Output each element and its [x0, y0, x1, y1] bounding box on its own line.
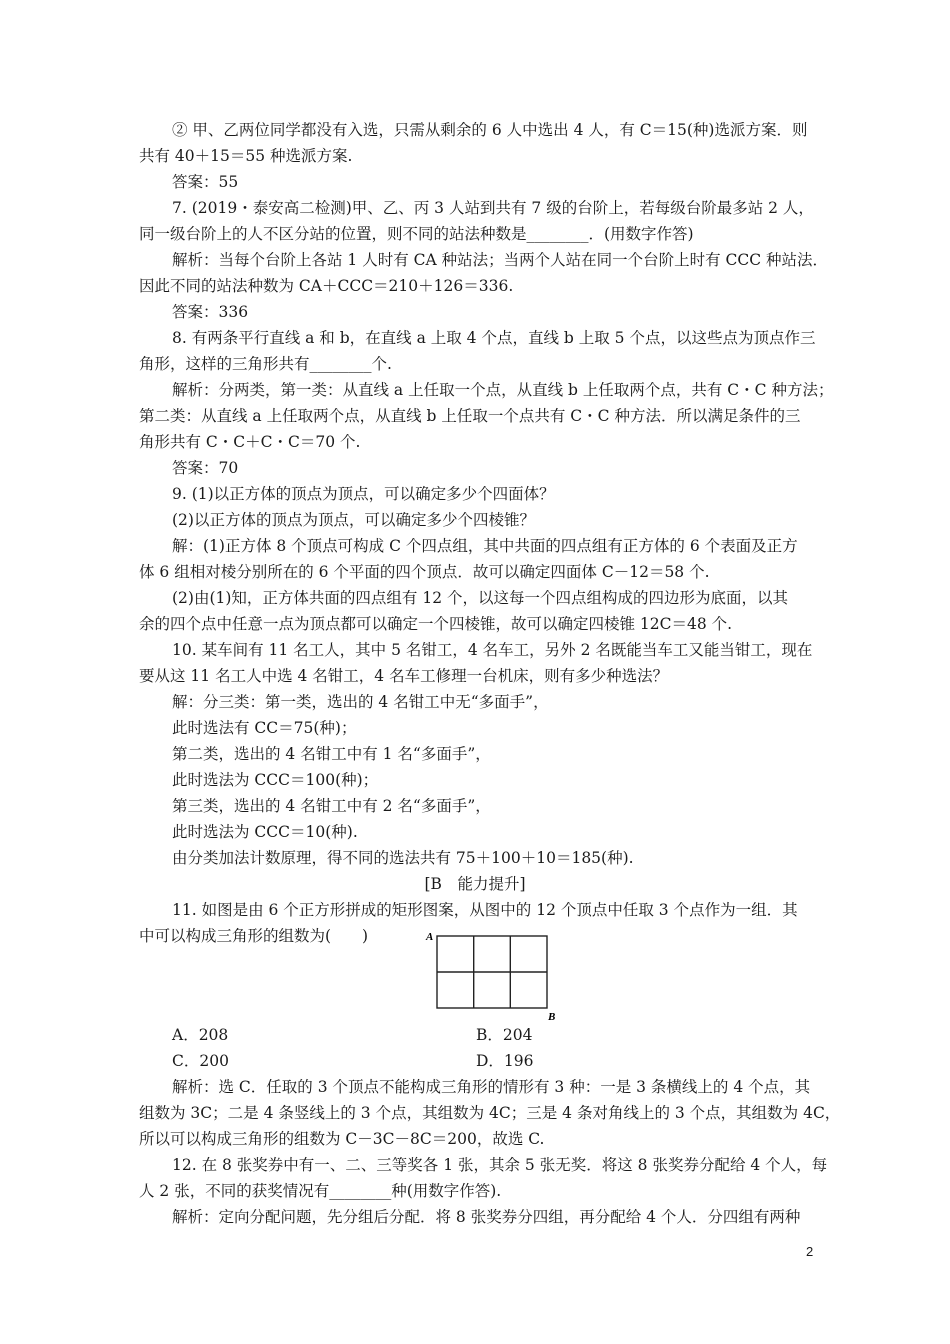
text-line: 组数为 3C；二是 4 条竖线上的 3 个点，其组数为 4C；三是 4 条对角线上的 3 个点，其组数为 4C， [139, 1104, 841, 1122]
text-line: 体 6 组相对棱分别所在的 6 个平面的四个顶点．故可以确定四面体 C－12＝58 个. [139, 563, 710, 581]
option-d: D．196 [476, 1052, 534, 1070]
figure-label-a: A [426, 931, 434, 943]
solution-line: 解析：选 C．任取的 3 个顶点不能构成三角形的情形有 3 种：一是 3 条横线上的 4 个点，其 [172, 1078, 811, 1096]
text-line: 要从这 11 名工人中选 4 名钳工，4 名车工修理一台机床，则有多少种选法？ [139, 667, 669, 685]
answer-line: 答案：55 [172, 173, 239, 191]
text-line: 第二类，选出的 4 名钳工中有 1 名“多面手”， [172, 745, 491, 763]
text-line: 中可以构成三角形的组数为( ) [139, 927, 369, 945]
text-line: 同一级台阶上的人不区分站的位置，则不同的站法种数是________．(用数字作答) [139, 225, 694, 243]
text-line: 角形，这样的三角形共有________个. [139, 355, 392, 373]
rectangle-grid-figure [424, 928, 564, 1020]
text-line: 人 2 张，不同的获奖情况有________种(用数字作答). [139, 1182, 502, 1200]
solution-line: 解析：分两类，第一类：从直线 a 上任取一个点，从直线 b 上任取两个点，共有 C・C 种方法； [172, 381, 834, 399]
answer-line: 答案：70 [172, 459, 239, 477]
text-line: 角形共有 C・C＋C・C＝70 个. [139, 433, 361, 451]
question-11: 11. 如图是由 6 个正方形拼成的矩形图案，从图中的 12 个顶点中任取 3 个点作为一组．其 [172, 901, 798, 919]
question-7: 7. (2019・泰安高二检测)甲、乙、丙 3 人站到共有 7 级的台阶上，若每级台阶最多站 2 人， [172, 199, 814, 217]
section-heading: [B 能力提升] [424, 875, 526, 893]
text-line: (2)由(1)知，正方体共面的四点组有 12 个，以这每一个四点组构成的四边形为底面，以其 [172, 589, 788, 607]
question-8: 8. 有两条平行直线 a 和 b，在直线 a 上取 4 个点，直线 b 上取 5 个点，以这些点为顶点作三 [172, 329, 816, 347]
text-line: 此时选法为 CCC＝100(种)； [172, 771, 379, 789]
answer-line: 答案：336 [172, 303, 249, 321]
page-number: 2 [806, 1244, 814, 1259]
question-10: 10. 某车间有 11 名工人，其中 5 名钳工，4 名车工，另外 2 名既能当车工又能当钳工，现在 [172, 641, 813, 659]
option-c: C．200 [172, 1052, 229, 1070]
solution-line: 解析：当每个台阶上各站 1 人时有 CA 种站法；当两个人站在同一个台阶上时有 CCC 种站法． [172, 251, 829, 269]
text-line: 此时选法为 CCC＝10(种). [172, 823, 358, 841]
text-line: 此时选法有 CC＝75(种)； [172, 719, 357, 737]
solution-line: 解：分三类：第一类，选出的 4 名钳工中无“多面手”， [172, 693, 549, 711]
option-b: B．204 [476, 1026, 533, 1044]
solution-line: 解：(1)正方体 8 个顶点可构成 C 个四点组，其中共面的四点组有正方体的 6 个表面及正方 [172, 537, 798, 555]
solution-line: 解析：定向分配问题，先分组后分配．将 8 张奖券分四组，再分配给 4 个人．分四组有两种 [172, 1208, 801, 1226]
text-line: 因此不同的站法种数为 CA＋CCC＝210＋126＝336. [139, 277, 514, 295]
text-line: 所以可以构成三角形的组数为 C－3C－8C＝200，故选 C. [139, 1130, 545, 1148]
text-line: ② 甲、乙两位同学都没有入选，只需从剩余的 6 人中选出 4 人，有 C＝15(种)选派方案．则 [172, 121, 808, 139]
figure-label-b: B [548, 1011, 556, 1020]
question-9-2: (2)以正方体的顶点为顶点，可以确定多少个四棱锥？ [172, 511, 535, 529]
question-12: 12. 在 8 张奖券中有一、二、三等奖各 1 张，其余 5 张无奖．将这 8 张奖券分配给 4 个人，每 [172, 1156, 828, 1174]
text-line: 由分类加法计数原理，得不同的选法共有 75＋100＋10＝185(种). [172, 849, 634, 867]
text-line: 共有 40＋15＝55 种选派方案. [139, 147, 353, 165]
text-line: 第三类，选出的 4 名钳工中有 2 名“多面手”， [172, 797, 491, 815]
option-a: A．208 [172, 1026, 229, 1044]
text-line: 余的四个点中任意一点为顶点都可以确定一个四棱锥，故可以确定四棱锥 12C＝48 个. [139, 615, 733, 633]
text-line: 第二类：从直线 a 上任取两个点，从直线 b 上任取一个点共有 C・C 种方法．所以满足条件的三 [139, 407, 801, 425]
question-9-1: 9. (1)以正方体的顶点为顶点，可以确定多少个四面体？ [172, 485, 555, 503]
